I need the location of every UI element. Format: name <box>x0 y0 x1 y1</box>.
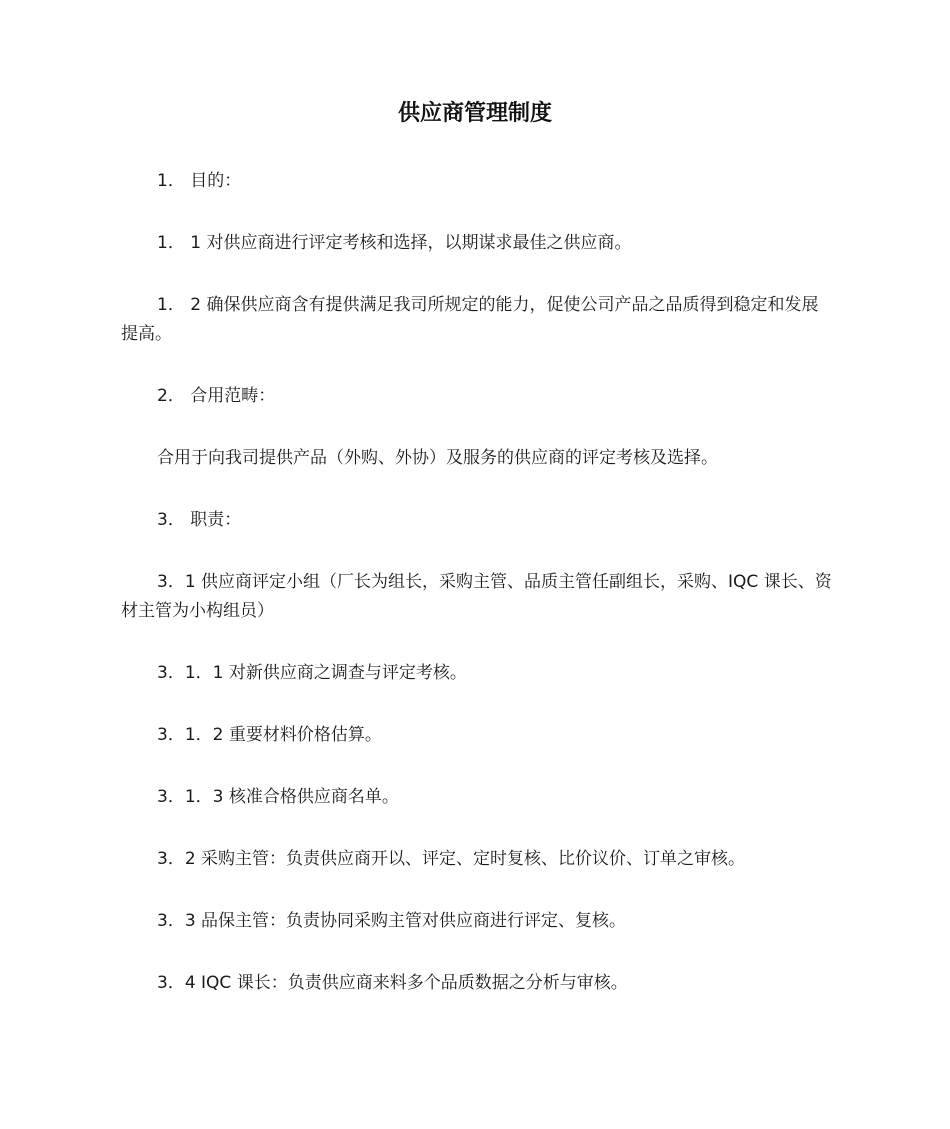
paragraph-1-2: 1． 2 确保供应商含有提供满足我司所规定的能力，促使公司产品之品质得到稳定和发展提高。 <box>121 295 819 344</box>
paragraph-3-4: 3．4 IQC 课长：负责供应商来料多个品质数据之分析与审核。 <box>157 973 628 993</box>
paragraph-3-1-3: 3．1．3 核准合格供应商名单。 <box>157 787 399 807</box>
paragraph-purpose-heading: 1． 目的： <box>157 171 242 191</box>
paragraph-3-1-2: 3．1．2 重要材料价格估算。 <box>157 725 382 745</box>
paragraph-3-2: 3．2 采购主管：负责供应商开以、评定、定时复核、比价议价、订单之审核。 <box>157 849 746 869</box>
paragraph-responsibility-heading: 3． 职责： <box>157 510 242 530</box>
paragraph-scope-body: 合用于向我司提供产品（外购、外协）及服务的供应商的评定考核及选择。 <box>157 448 718 468</box>
paragraph-3-3: 3．3 品保主管：负责协同采购主管对供应商进行评定、复核。 <box>157 911 627 931</box>
paragraph-scope-heading: 2． 合用范畴： <box>157 386 276 406</box>
paragraph-3-1-1: 3．1．1 对新供应商之调查与评定考核。 <box>157 663 467 683</box>
paragraph-1-1: 1． 1 对供应商进行评定考核和选择，以期谋求最佳之供应商。 <box>157 233 632 253</box>
document-title: 供应商管理制度 <box>397 101 552 126</box>
paragraph-3-1: 3．1 供应商评定小组（厂长为组长，采购主管、品质主管任副组长，采购、IQC 课长、资材主管为小构组员） <box>121 572 832 621</box>
